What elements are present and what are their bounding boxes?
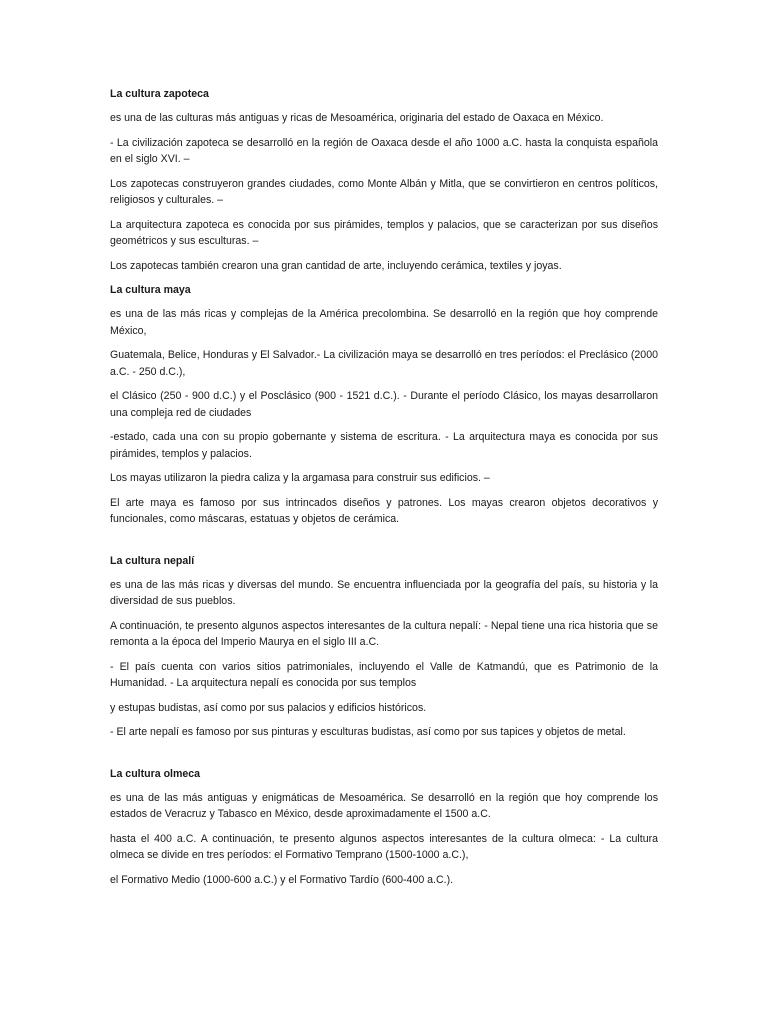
paragraph: El arte maya es famoso por sus intrincados diseños y patrones. Los mayas crearon objetos decorativos y funcionales, como máscaras, estatuas y objetos de cerámica. — [110, 496, 658, 525]
spacer — [110, 536, 658, 553]
section-heading: La cultura nepalí — [110, 554, 195, 567]
paragraph: el Clásico (250 - 900 d.C.) y el Posclásico (900 - 1521 d.C.). - Durante el período Clásico, los mayas desarrollaron una compleja red de ciudades — [110, 390, 658, 419]
paragraph: A continuación, te presento algunos aspectos interesantes de la cultura nepalí: - Nepal tiene una rica historia que se remonta a la época del Imperio Maurya en el siglo III a.C. — [110, 619, 658, 648]
paragraph: Los zapotecas también crearon una gran cantidad de arte, incluyendo cerámica, textiles y joyas. — [110, 259, 562, 272]
section-olmeca — [110, 766, 658, 889]
paragraph: -estado, cada una con su propio gobernante y sistema de escritura. - La arquitectura maya es conocida por sus pirámides, templos y palacios. — [110, 431, 658, 460]
section-maya — [110, 282, 658, 528]
section-nepali — [110, 553, 658, 741]
paragraph: hasta el 400 a.C. A continuación, te presento algunos aspectos interesantes de la cultura olmeca: - La cultura olmeca se divide en tres períodos: el Formativo Temprano (1500-1000 a.C.), — [110, 832, 658, 861]
paragraph: el Formativo Medio (1000-600 a.C.) y el Formativo Tardío (600-400 a.C.). — [110, 873, 454, 886]
section-heading: La cultura olmeca — [110, 767, 201, 780]
paragraph: - El país cuenta con varios sitios patrimoniales, incluyendo el Valle de Katmandú, que es Patrimonio de la Humanidad. - La arquitectura nepalí es conocida por sus templos — [110, 660, 658, 689]
section-zapoteca — [110, 86, 658, 274]
paragraph: y estupas budistas, así como por sus palacios y edificios históricos. — [110, 701, 427, 714]
spacer — [110, 749, 658, 766]
paragraph: es una de las más antiguas y enigmáticas de Mesoamérica. Se desarrolló en la región que hoy comprende los estados de Veracruz y Tabasco en México, desde aproximadamente el 1500 a.C. — [110, 791, 658, 820]
paragraph: La arquitectura zapoteca es conocida por sus pirámides, templos y palacios, que se caracterizan por sus diseños geométricos y sus esculturas. – — [110, 218, 658, 247]
paragraph: - El arte nepalí es famoso por sus pinturas y esculturas budistas, así como por sus tapices y objetos de metal. — [110, 726, 626, 738]
paragraph: es una de las culturas más antiguas y ricas de Mesoamérica, originaria del estado de Oaxaca en México. — [110, 112, 604, 124]
paragraph: es una de las más ricas y complejas de la América precolombina. Se desarrolló en la región que hoy comprende México, — [110, 308, 658, 337]
section-heading: La cultura zapoteca — [110, 88, 209, 100]
paragraph: es una de las más ricas y diversas del mundo. Se encuentra influenciada por la geografía del país, su historia y la diversidad de sus pueblos. — [110, 578, 658, 607]
paragraph: Los mayas utilizaron la piedra caliza y la argamasa para construir sus edificios. – — [110, 472, 490, 484]
paragraph: Los zapotecas construyeron grandes ciudades, como Monte Albán y Mitla, que se convirtieron en centros políticos, religiosos y culturales. – — [110, 177, 658, 206]
section-heading: La cultura maya — [110, 284, 191, 296]
paragraph: - La civilización zapoteca se desarrolló en la región de Oaxaca desde el año 1000 a.C. hasta la conquista española en el siglo XVI. – — [110, 136, 658, 165]
document-page — [110, 86, 658, 896]
paragraph: Guatemala, Belice, Honduras y El Salvador.- La civilización maya se desarrolló en tres períodos: el Preclásico (2000 a.C. - 250 d.C.), — [110, 349, 658, 378]
